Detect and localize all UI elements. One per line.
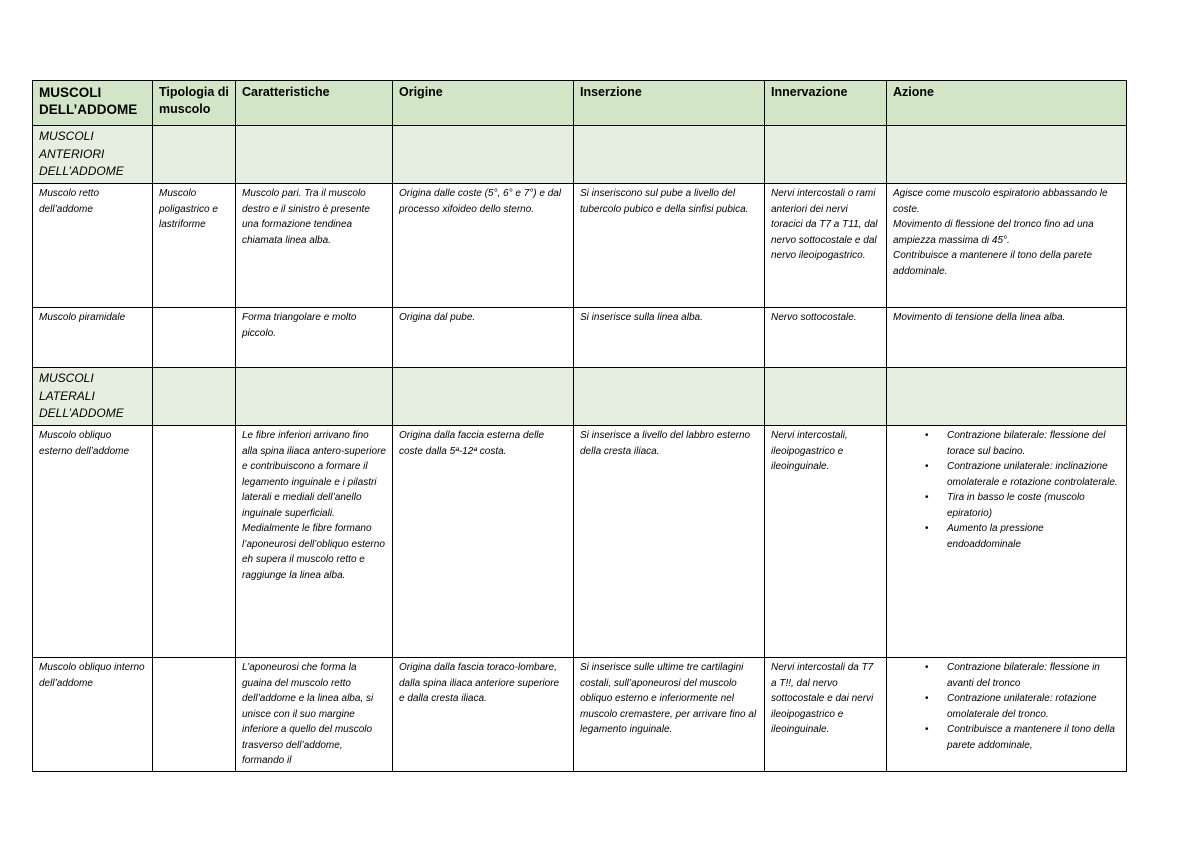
action-line: Agisce come muscolo espiratorio abbassando le coste.	[893, 188, 1108, 215]
muscle-action	[887, 184, 1127, 308]
muscle-features: Muscolo pari. Tra il muscolo destro e il sinistro è presente una formazione tendinea chiamata linea alba.	[236, 184, 393, 308]
action-item: • Tira in basso le coste (muscolo epiratorio)	[947, 490, 1120, 521]
header-caratteristiche: Caratteristiche	[236, 81, 393, 126]
action-line: Contribuisce a mantenere il tono della parete addominale.	[893, 250, 1093, 277]
table-row	[33, 308, 1127, 368]
muscle-innervation: Nervi intercostali da T7 a T!!, dal nervo sottocostale e dai nervi ileoipogastrico e ileoinguinale.	[765, 658, 887, 772]
action-list	[893, 660, 1120, 753]
group-label-anteriori: MUSCOLI ANTERIORI DELL’ADDOME	[33, 126, 153, 184]
muscle-action	[887, 658, 1127, 772]
muscle-features: Forma triangolare e molto piccolo.	[236, 308, 393, 368]
muscle-origin: Origina dalle coste (5°, 6° e 7°) e dal processo xifoideo dello sterno.	[393, 184, 574, 308]
action-item: • Contrazione bilaterale: flessione in avanti del tronco	[947, 660, 1120, 691]
muscle-name: Muscolo obliquo esterno dell’addome	[33, 426, 153, 658]
group-row-laterali	[33, 368, 1127, 426]
header-row	[33, 81, 1127, 126]
action-item: • Contrazione bilaterale: flessione del torace sul bacino.	[947, 428, 1120, 459]
muscle-features: L’aponeurosi che forma la guaina del muscolo retto dell’addome e la linea alba, si unisce con il suo margine inferiore a quello del muscolo trasverso dell’addome, formando il	[236, 658, 393, 772]
action-item: • Contribuisce a mantenere il tono della parete addominale,	[947, 722, 1120, 753]
muscle-origin: Origina dalla faccia esterna delle coste dalla 5ª-12ª costa.	[393, 426, 574, 658]
header-inserzione: Inserzione	[574, 81, 765, 126]
muscle-innervation: Nervo sottocostale.	[765, 308, 887, 368]
header-azione: Azione	[887, 81, 1127, 126]
muscle-name: Muscolo obliquo interno dell’addome	[33, 658, 153, 772]
muscle-origin: Origina dalla fascia toraco-lombare, dalla spina iliaca anteriore superiore e dalla cresta iliaca.	[393, 658, 574, 772]
table-row	[33, 658, 1127, 772]
muscle-origin: Origina dal pube.	[393, 308, 574, 368]
header-innervazione: Innervazione	[765, 81, 887, 126]
muscle-name: Muscolo retto dell’addome	[33, 184, 153, 308]
table-row	[33, 184, 1127, 308]
muscle-innervation: Nervi intercostali, ileoipogastrico e ileoinguinale.	[765, 426, 887, 658]
action-item: • Contrazione unilaterale: inclinazione omolaterale e rotazione controlaterale.	[947, 459, 1120, 490]
muscle-type	[153, 308, 236, 368]
table-row	[33, 426, 1127, 658]
muscle-type: Muscolo poligastrico e lastriforme	[153, 184, 236, 308]
action-item: • Contrazione unilaterale: rotazione omolaterale del tronco.	[947, 691, 1120, 722]
muscle-action	[887, 426, 1127, 658]
muscle-type	[153, 658, 236, 772]
header-tipologia: Tipologia di muscolo	[153, 81, 236, 126]
muscle-innervation: Nervi intercostali o rami anteriori dei nervi toracici da T7 a T11, dal nervo sottocostale e dal nervo ileoipogastrico.	[765, 184, 887, 308]
muscle-features: Le fibre inferiori arrivano fino alla spina iliaca antero-superiore e contribuiscono a formare il legamento inguinale e i pilastri laterali e mediali dell’anello inguinale superficiali. Medialmente le fibre formano l’aponeurosi dell’obliquo esterno eh supera il muscolo retto e raggiunge la linea alba.	[236, 426, 393, 658]
header-muscoli: MUSCOLI DELL’ADDOME	[33, 81, 153, 126]
muscle-action	[887, 308, 1127, 368]
muscle-insertion: Si inseriscono sul pube a livello del tubercolo pubico e della sinfisi pubica.	[574, 184, 765, 308]
header-origine: Origine	[393, 81, 574, 126]
group-label-laterali: MUSCOLI LATERALI DELL’ADDOME	[33, 368, 153, 426]
muscle-type	[153, 426, 236, 658]
action-line: Movimento di tensione della linea alba.	[893, 312, 1066, 323]
muscle-name: Muscolo piramidale	[33, 308, 153, 368]
group-row-anteriori	[33, 126, 1127, 184]
action-list	[893, 428, 1120, 552]
action-item: • Aumento la pressione endoaddominale	[947, 521, 1120, 552]
muscle-insertion: Si inserisce sulla linea alba.	[574, 308, 765, 368]
muscle-insertion: Si inserisce a livello del labbro esterno della cresta iliaca.	[574, 426, 765, 658]
action-line: Movimento di flessione del tronco fino ad una ampiezza massima di 45°.	[893, 219, 1094, 246]
muscles-table	[32, 80, 1127, 772]
muscle-insertion: Si inserisce sulle ultime tre cartilagini costali, sull’aponeurosi del muscolo obliquo esterno e inferiormente nel muscolo cremastere, per arrivare fino al legamento inguinale.	[574, 658, 765, 772]
